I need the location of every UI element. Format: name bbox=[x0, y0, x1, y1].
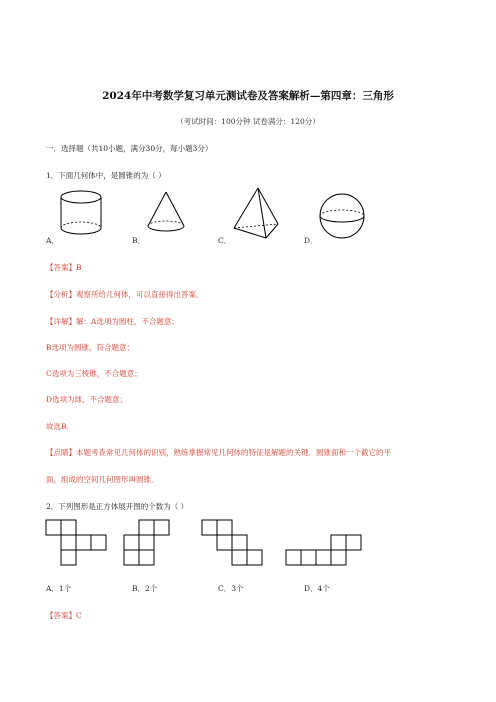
q1-comment-line-1: 【点睛】本题考查常见几何体的识别，熟练掌握常见几何体的特征是解题的关键．圆锥面和一个截它的平 bbox=[46, 448, 391, 457]
cube-net-b bbox=[124, 520, 174, 568]
cylinder-figure bbox=[60, 190, 106, 236]
q1-option-d: D． bbox=[304, 236, 318, 245]
exam-info: （考试时间：100分钟 试卷满分：120分） bbox=[176, 117, 320, 126]
q2-option-d: D．4个 bbox=[304, 584, 330, 593]
q2-answer: 【答案】C bbox=[46, 611, 82, 620]
q1-conclusion: 故选B． bbox=[46, 422, 75, 431]
section-heading: 一．选择题（共10小题，满分30分，每小题3分） bbox=[46, 144, 213, 153]
triangular-pyramid-figure bbox=[230, 186, 280, 244]
q1-option-c: C． bbox=[218, 236, 232, 245]
q1-answer: 【答案】B bbox=[46, 263, 82, 272]
sphere-figure bbox=[318, 192, 366, 240]
q1-comment-line-2: 面，组成的空间几何图形叫圆锥． bbox=[46, 475, 159, 484]
q2-option-b: B．2个 bbox=[132, 584, 158, 593]
q1-detail-line-b: B选项为圆锥，符合题意； bbox=[46, 343, 135, 352]
cube-net-c bbox=[202, 520, 266, 568]
q2-stem: 2．下列图形是正方体展开图的个数为（ ） bbox=[46, 502, 189, 511]
q1-option-a: A． bbox=[46, 236, 59, 245]
q1-option-b: B． bbox=[132, 236, 146, 245]
q1-detail: 【详解】解：A选项为圆柱，不合题意； bbox=[46, 317, 179, 326]
q1-detail-line-c: C选项为三棱锥，不合题意； bbox=[46, 369, 142, 378]
q2-option-a: A．1个 bbox=[46, 584, 72, 593]
page-title: 2024年中考数学复习单元测试卷及答案解析—第四章：三角形 bbox=[102, 90, 394, 102]
q2-option-c: C．3个 bbox=[218, 584, 244, 593]
q1-stem: 1．下面几何体中，是圆锥的为（ ） bbox=[46, 171, 166, 180]
cube-net-a bbox=[46, 520, 110, 568]
cone-figure bbox=[146, 190, 188, 236]
q1-detail-line-d: D选项为球，不合题意； bbox=[46, 395, 128, 404]
q1-analysis: 【分析】观察所给几何体，可以直接得出答案． bbox=[46, 290, 204, 299]
cube-net-d bbox=[286, 520, 366, 568]
